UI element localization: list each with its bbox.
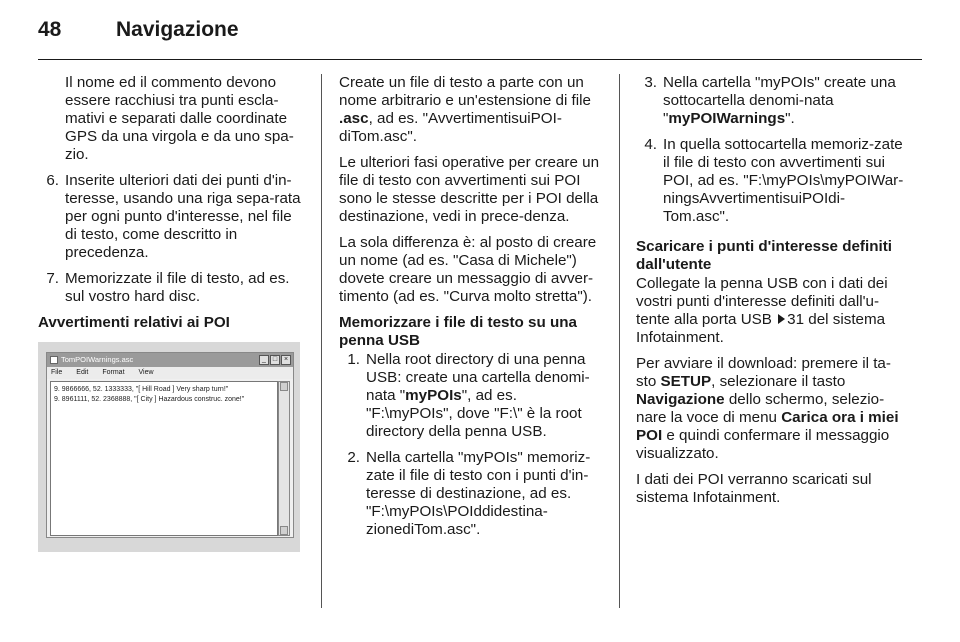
list-number: 1. — [347, 351, 360, 368]
list-text: Inserite ulteriori dati dei punti d'in-teresse, usando una riga sepa-rata per ogni punto d'interesse, nel file di testo, come descritto in precedenza. — [65, 172, 301, 261]
text: Create un file di testo a parte con un nome arbitrario e un'estensione di file — [339, 74, 591, 109]
paragraph-difference: La sola differenza è: al posto di creare un nome (ad es. "Casa di Michele") dovete creare un messaggio di avver-timento (ad es. "Curva molto stretta"). — [339, 234, 597, 305]
paragraph-download-result: I dati dei POI verranno scaricati sul sistema Infotainment. — [636, 471, 872, 506]
text: ", ad es. "F:\myPOIs", dove "F:\" è la root directory della penna USB. — [366, 387, 582, 440]
text-editor-area — [50, 381, 278, 536]
paragraph-further-steps: Le ulteriori fasi operative per creare un file di testo con avvertimenti sui POI sono le stesse descritte per i POI della destinazione, vedi in prece-denza. — [339, 154, 600, 225]
editor-line-2: 9. 8961111, 52. 2368888, "[ City ] Hazardous construc. zone!" — [54, 396, 245, 403]
list-text — [663, 74, 904, 128]
section-heading-download: Scaricare i punti d'interesse definiti dall'utente — [636, 238, 892, 273]
column-1 — [38, 74, 306, 333]
section-heading-usb: Memorizzare i file di testo su una penna USB — [339, 314, 577, 349]
list-number: 3. — [644, 74, 657, 91]
text: , ad es. "AvvertimentisuiPOI-diTom.asc". — [339, 110, 562, 145]
list-item-3 — [636, 74, 904, 128]
list-text — [366, 351, 605, 441]
window-menu-bar — [47, 367, 293, 379]
column-2 — [339, 74, 605, 547]
page-reference: 31 — [787, 311, 805, 328]
notepad-window — [46, 352, 294, 538]
notepad-app-icon — [50, 356, 58, 364]
file-extension: .asc — [339, 110, 369, 127]
paragraph-create-file — [339, 74, 605, 146]
list-text: In quella sottocartella memoriz-zate il file di testo con avvertimenti sui POI, ad es. "F:\myPOIs\myPOIWar-ningsAvvertimentisuiPOIdi-Tom.asc". — [663, 136, 904, 225]
list-item-6 — [38, 172, 306, 262]
paragraph-start-download — [636, 355, 904, 463]
list-text: Memorizzate il file di testo, ad es. sul vostro hard disc. — [65, 270, 290, 305]
folder-name: myPOIWarnings — [668, 110, 786, 127]
text: Nella root directory di una penna USB: create una cartella denomi-nata " — [366, 351, 590, 404]
page-header — [38, 18, 922, 58]
menu-file: File — [51, 369, 63, 376]
list-text: Nella cartella "myPOIs" memoriz-zate il file di testo con i punti d'in-teresse di destinazione, ad es. "F:\myPOIs\POIddidestina-zionediTom.asc". — [366, 449, 591, 538]
scroll-up-arrow-icon — [280, 382, 288, 391]
editor-line-1: 9. 9866666, 52. 1333333, "[ Hill Road ] Very sharp turn!" — [54, 386, 229, 393]
window-controls — [259, 355, 291, 365]
notepad-screenshot-figure — [38, 342, 300, 552]
text: Collegate la penna USB con i dati dei vostri punti d'interesse definiti dall'u-tente alla porta USB — [636, 275, 888, 328]
list-item-7 — [38, 270, 306, 306]
list-number: 6. — [46, 172, 59, 189]
menu-view: View — [138, 369, 154, 376]
menu-item-load-pois: Carica ora i miei POI — [636, 409, 899, 444]
text: dello schermo, selezio-nare la voce di menu — [636, 391, 885, 426]
key-setup: SETUP — [660, 373, 712, 390]
minimize-icon: _ — [259, 355, 269, 365]
header-rule — [38, 59, 922, 60]
close-icon: × — [281, 355, 291, 365]
maximize-icon: □ — [270, 355, 280, 365]
text: , selezionare il tasto — [711, 373, 846, 390]
key-navigazione: Navigazione — [636, 391, 725, 408]
list-number: 2. — [347, 449, 360, 466]
folder-name: myPOIs — [405, 387, 462, 404]
column-3 — [636, 74, 904, 515]
window-title-bar — [47, 353, 293, 367]
text: Nella cartella "myPOIs" create una sottocartella denomi-nata " — [663, 74, 896, 127]
menu-format: Format — [102, 369, 125, 376]
text: e quindi confermare il messaggio visualizzato. — [636, 427, 890, 462]
window-title: TomPOIWarnings.asc — [61, 355, 134, 364]
column-divider-1 — [321, 74, 322, 608]
text: Per avviare il download: premere il ta-sto — [636, 355, 891, 390]
list-item-4 — [636, 136, 904, 226]
scroll-down-arrow-icon — [280, 526, 288, 535]
section-heading-poi-warnings: Avvertimenti relativi ai POI — [38, 314, 230, 331]
list-number: 7. — [46, 270, 59, 287]
paragraph-connect-usb — [636, 275, 904, 347]
menu-edit: Edit — [76, 369, 89, 376]
text: ". — [785, 110, 795, 127]
list-item-2 — [339, 449, 605, 539]
vertical-scrollbar — [278, 381, 290, 536]
text: del sistema Infotainment. — [636, 311, 886, 346]
paragraph-continuation: Il nome ed il commento devono essere racchiusi tra punti escla-mativi e separati dalle coordinate GPS da una virgola e da uno spa-zio. — [65, 74, 294, 163]
list-item-1 — [339, 351, 605, 441]
section-title: Navigazione — [116, 18, 239, 41]
list-number: 4. — [644, 136, 657, 153]
column-divider-2 — [619, 74, 620, 608]
page-number: 48 — [38, 18, 62, 41]
page-reference-arrow-icon — [778, 314, 785, 324]
